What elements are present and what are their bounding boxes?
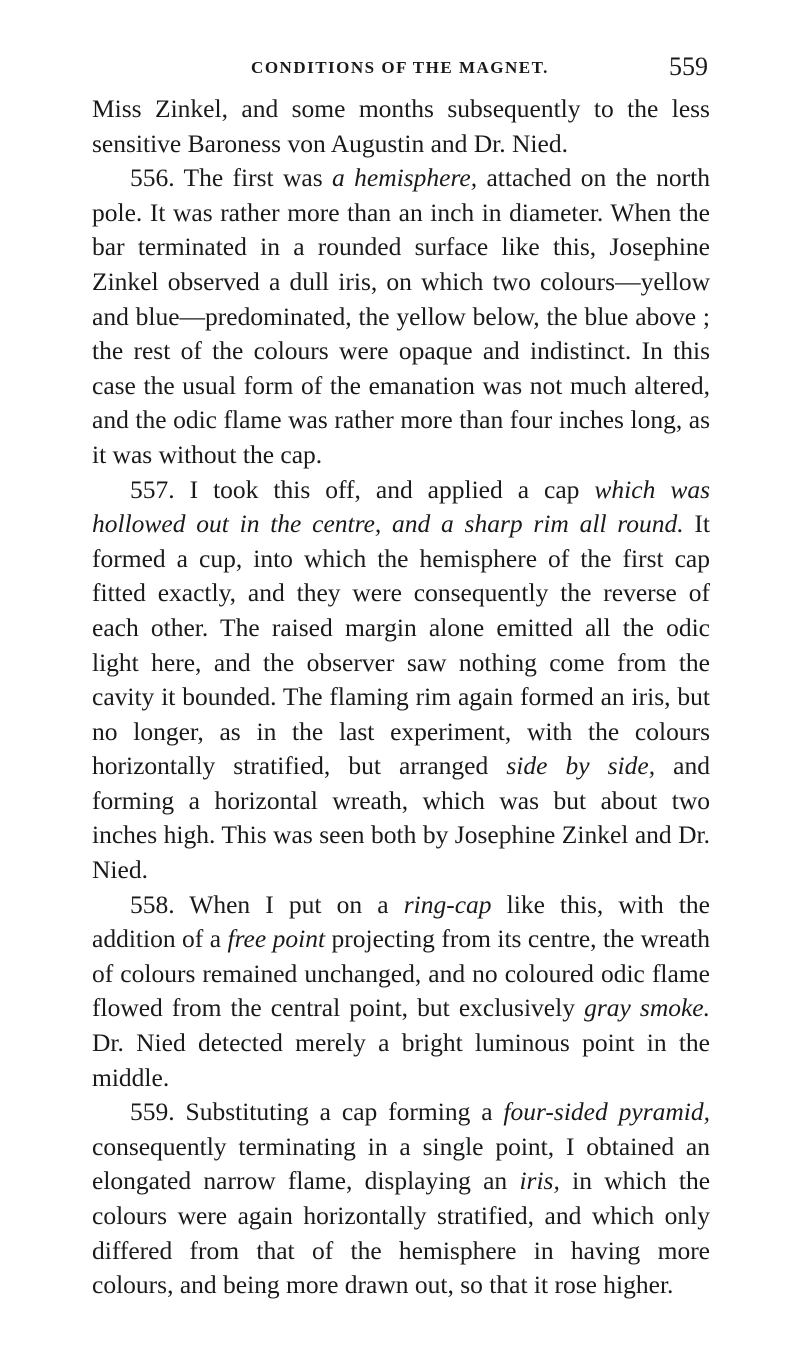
paragraph-text: 559. Substituting a cap forming a xyxy=(130,1097,504,1127)
emphasis-text: gray smoke. xyxy=(584,993,710,1023)
paragraph-text: It formed a cup, into which the hemisphere of the first cap fitted exactly, and they were consequently the reverse of each other. The raised margin alone emitted all the odic light here, and the observer saw nothing come from the cavity it bounded. The flaming rim again formed an iris, but no longer, as in the last experiment, with the colours horizontally stratified, but arranged xyxy=(92,509,710,781)
emphasis-text: ring-cap xyxy=(403,889,492,919)
paragraph-559 xyxy=(92,1095,710,1303)
body-text xyxy=(92,92,710,1303)
emphasis-text: iris, xyxy=(519,1166,560,1196)
page-header xyxy=(0,52,800,92)
paragraph-text: like this, with the addition of a xyxy=(92,889,710,954)
emphasis-text: a hemisphere, xyxy=(332,163,478,193)
paragraph-text: and forming a horizontal wreath, which was but about two inches high. This was seen both by Josephine Zinkel and Dr. Nied. xyxy=(92,751,710,885)
emphasis-text: free point xyxy=(227,924,326,954)
paragraph-text: Dr. Nied detected merely a bright luminous point in the middle. xyxy=(92,1028,710,1092)
paragraph-text: consequently terminating in a single point, I obtained an elongated narrow flame, displaying an xyxy=(92,1131,710,1196)
paragraph-557 xyxy=(92,473,710,888)
paragraph-text: 558. When I put on a xyxy=(130,889,404,919)
paragraph-text: Miss Zinkel, and some months subsequently to the less sensitive Baroness von Augustin and Dr. Nied. xyxy=(92,94,710,158)
paragraph-text: 557. I took this off, and applied a cap xyxy=(130,474,595,504)
running-title: CONDITIONS OF THE MAGNET. xyxy=(251,58,549,77)
paragraph-556 xyxy=(92,161,710,472)
page-number: 559 xyxy=(669,52,708,81)
emphasis-text: four-sided pyramid, xyxy=(503,1097,710,1127)
paragraph-text: in which the colours were again horizontally stratified, and which only differed from that of the hemisphere in having more colours, and being more drawn out, so that it rose higher. xyxy=(92,1166,711,1300)
paragraph-continuation xyxy=(92,92,710,161)
emphasis-text: side by side, xyxy=(506,751,656,781)
emphasis-text: which was hollowed out in the centre, and a sharp rim all round. xyxy=(92,474,711,539)
paragraph-text: 556. The first was xyxy=(130,163,333,193)
paragraph-558 xyxy=(92,888,710,1096)
paragraph-text: projecting from its centre, the wreath of colours remained unchanged, and no coloured odic flame flowed from the central point, but exclusively xyxy=(92,924,710,1023)
paragraph-text: attached on the north pole. It was rather more than an inch in diameter. When the bar terminated in a rounded surface like this, Josephine Zinkel observed a dull iris, on which two colours—yellow and blue—predominated, the yellow below, the blue above ; the rest of the colours were opaque and indistinct. In this case the usual form of the emanation was not much altered, and the odic flame was rather more than four inches long, as it was without the cap. xyxy=(92,163,711,469)
